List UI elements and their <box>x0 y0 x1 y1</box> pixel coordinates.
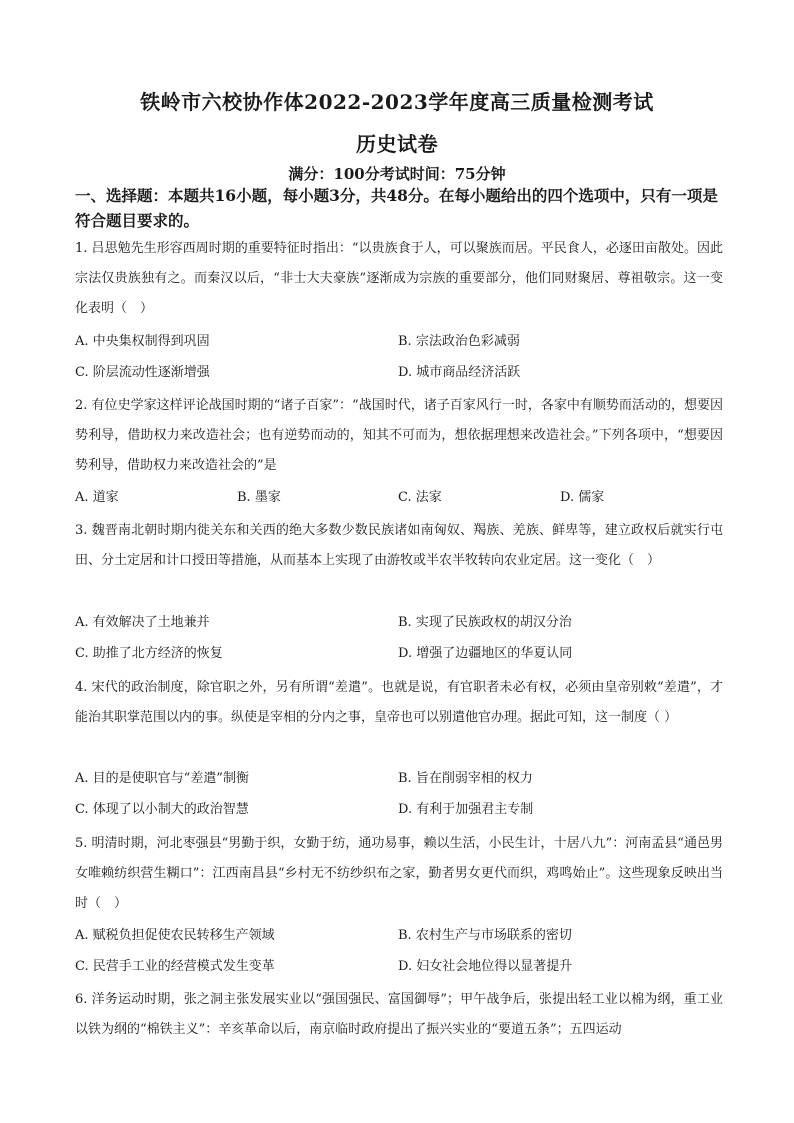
exam-title: 铁岭市六校协作体2022-2023学年度高三质量检测考试 <box>140 90 654 114</box>
question-5-option-b[interactable]: B. 农村生产与市场联系的密切 <box>398 928 572 943</box>
question-4-option-a[interactable]: A. 目的是使职官与“差遣”制衡 <box>75 771 249 786</box>
question-3-option-d[interactable]: D. 增强了边疆地区的华夏认同 <box>398 646 573 661</box>
question-4-option-c[interactable]: C. 体现了以小制大的政治智慧 <box>75 802 249 817</box>
question-1-option-b[interactable]: B. 宗法政治色彩减弱 <box>398 334 520 349</box>
question-3-option-a[interactable]: A. 有效解决了土地兼并 <box>75 615 210 630</box>
question-2-option-d[interactable]: D. 儒家 <box>560 490 605 505</box>
question-4-stem: 4. 宋代的政治制度，除官职之外，另有所谓“差遣”。也就是说，有官职者未必有权，必须由皇帝别敕“差遣”，才能治其职掌范围以内的事。纵使是宰相的分内之事，皇帝也可以别遣他官办理。据此可知，这一制度（ ） <box>75 680 723 725</box>
question-4-option-b[interactable]: B. 旨在削弱宰相的权力 <box>398 771 533 786</box>
question-5-option-d[interactable]: D. 妇女社会地位得以显著提升 <box>398 959 573 974</box>
question-1-stem: 1. 吕思勉先生形容西周时期的重要特征时指出：“以贵族食于人，可以聚族而居。平民食人，必逐田亩散处。因此宗法仅贵族独有之。而秦汉以后，“非士大夫豪族”逐渐成为宗族的重要部分，他们同财聚居、尊祖敬宗。这一变化表明（ ） <box>75 241 723 316</box>
question-2-stem: 2. 有位史学家这样评论战国时期的“诸子百家”：“战国时代，诸子百家风行一时，各家中有顺势而活动的，想要因势利导，借助权力来改造社会；也有逆势而动的，知其不可而为，想依据理想来改造社会。”下列各项中，“想要因势利导，借助权力来改造社会的”是 <box>75 398 723 473</box>
question-4-option-d[interactable]: D. 有利于加强君主专制 <box>398 802 534 817</box>
question-6-stem: 6. 洋务运动时期，张之洞主张发展实业以“强国强民、富国御辱”；甲午战争后，张提出轻工业以棉为纲，重工业以铁为纲的“棉铁主义”：辛亥革命以后，南京临时政府提出了振兴实业的“要道五条”；五四运动 <box>75 992 723 1037</box>
question-1-option-d[interactable]: D. 城市商品经济活跃 <box>398 365 521 380</box>
question-5-stem: 5. 明清时期，河北枣强县“男勤于织，女勤于纺，通功易事，赖以生活，小民生计，十居八九”：河南孟县“通邑男女唯赖纺织营生糊口”：江西南昌县“乡村无不纺纱织布之家，勤者男女更代而织，鸡鸣始止”。这些现象反映出当时（ ） <box>75 836 723 911</box>
question-5-option-c[interactable]: C. 民营手工业的经营模式发生变革 <box>75 959 275 974</box>
question-2-option-a[interactable]: A. 道家 <box>75 490 119 505</box>
question-2-option-c[interactable]: C. 法家 <box>398 490 442 505</box>
exam-subtitle: 历史试卷 <box>356 132 438 156</box>
question-3-option-c[interactable]: C. 助推了北方经济的恢复 <box>75 646 223 661</box>
question-2-option-b[interactable]: B. 墨家 <box>237 490 281 505</box>
question-3-stem: 3. 魏晋南北朝时期内徙关东和关西的绝大多数少数民族诸如南匈奴、羯族、羌族、鲜卑等，建立政权后就实行屯田、分土定居和计口授田等措施，从而基本上实现了由游牧或半农半牧转向农业定居。这一变化（ ） <box>75 523 723 568</box>
score-time-line: 满分：100分考试时间：75分钟 <box>288 165 506 183</box>
question-3-option-b[interactable]: B. 实现了民族政权的胡汉分治 <box>398 615 572 630</box>
question-5-option-a[interactable]: A. 赋税负担促使农民转移生产领域 <box>75 928 275 943</box>
question-1-option-c[interactable]: C. 阶层流动性逐渐增强 <box>75 365 210 380</box>
question-1-option-a[interactable]: A. 中央集权制得到巩固 <box>75 334 210 349</box>
section-heading: 一、选择题：本题共16小题，每小题3分，共48分。在每小题给出的四个选项中，只有一项是符合题目要求的。 <box>75 186 718 230</box>
